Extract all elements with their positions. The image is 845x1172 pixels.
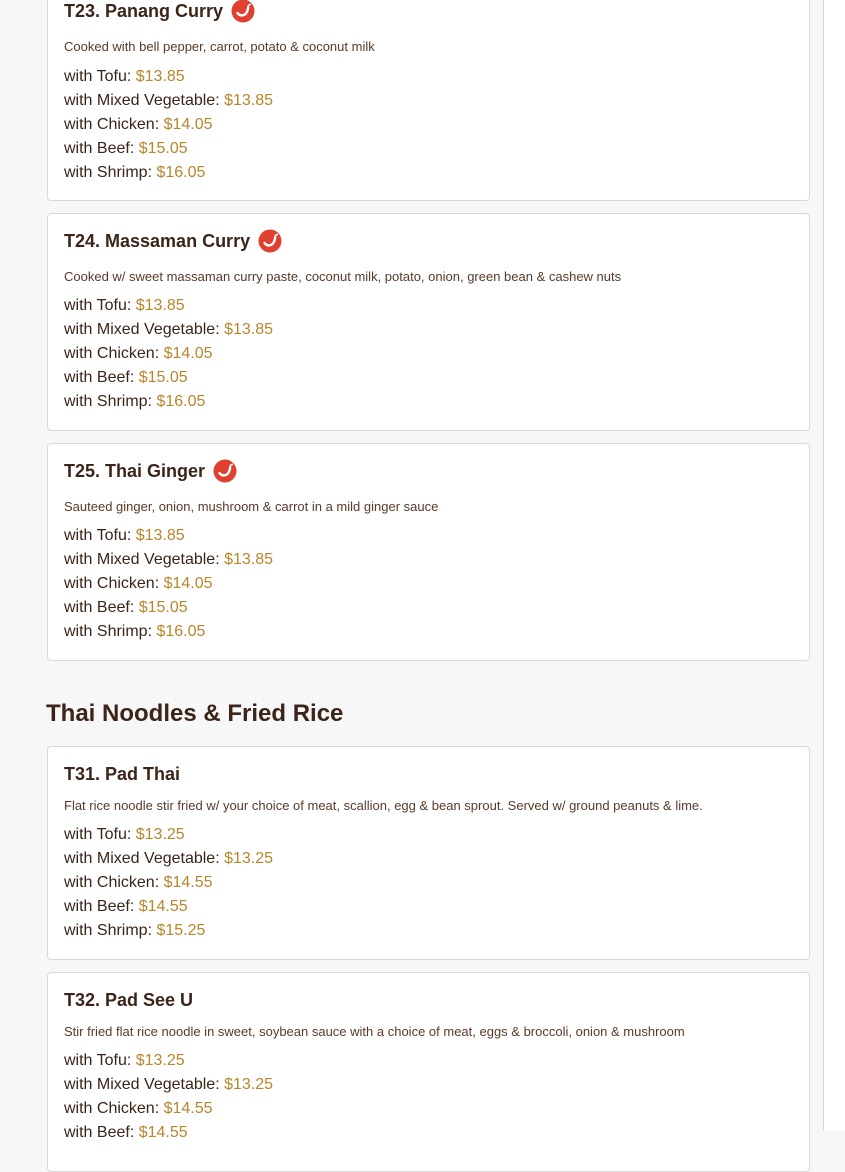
menu-item-card[interactable] (47, 746, 810, 960)
menu-item-title: T32. Pad See U (64, 989, 194, 1010)
price-list (64, 65, 273, 185)
price-option: with Chicken: $14.55 (64, 1100, 213, 1117)
menu-item-title: T23. Panang Curry (64, 0, 255, 23)
spicy-chili-icon (231, 0, 255, 23)
price-option: with Shrimp: $16.05 (64, 393, 206, 410)
menu-item-description: Cooked with bell pepper, carrot, potato & coconut milk (64, 39, 375, 54)
price-option: with Tofu: $13.85 (64, 68, 185, 85)
price-option: with Mixed Vegetable: $13.85 (64, 551, 274, 568)
price-option: with Tofu: $13.25 (64, 1052, 185, 1069)
price-option: with Beef: $15.05 (64, 599, 188, 616)
section-heading: Thai Noodles & Fried Rice (46, 700, 344, 727)
price-option: with Shrimp: $16.05 (64, 164, 206, 181)
price-option: with Shrimp: $15.25 (64, 922, 206, 939)
price-option: with Mixed Vegetable: $13.25 (64, 1076, 274, 1093)
price-option: with Chicken: $14.05 (64, 345, 213, 362)
price-option: with Beef: $15.05 (64, 140, 188, 157)
menu-item-description: Stir fried flat rice noodle in sweet, soybean sauce with a choice of meat, eggs & broccoli, onion & mushroom (64, 1024, 685, 1039)
price-option: with Tofu: $13.85 (64, 297, 185, 314)
menu-item-title: T31. Pad Thai (64, 763, 181, 784)
vertical-scrollbar[interactable] (823, 0, 845, 1131)
price-option: with Beef: $14.55 (64, 898, 188, 915)
price-option: with Mixed Vegetable: $13.85 (64, 321, 274, 338)
menu-item-card[interactable] (47, 213, 810, 431)
menu-item-description: Cooked w/ sweet massaman curry paste, coconut milk, potato, onion, green bean & cashew nuts (64, 269, 622, 284)
menu-item-title: T24. Massaman Curry (64, 229, 282, 253)
menu-item-description: Sauteed ginger, onion, mushroom & carrot in a mild ginger sauce (64, 499, 439, 514)
price-option: with Chicken: $14.05 (64, 116, 213, 133)
price-list (64, 823, 273, 943)
menu-item-card[interactable] (47, 0, 810, 201)
price-list (64, 1049, 273, 1145)
price-option: with Mixed Vegetable: $13.85 (64, 92, 274, 109)
menu-item-card[interactable] (47, 443, 810, 661)
spicy-chili-icon (213, 459, 237, 483)
price-option: with Tofu: $13.25 (64, 826, 185, 843)
menu-item-title: T25. Thai Ginger (64, 459, 237, 483)
menu-item-card[interactable] (47, 972, 810, 1172)
price-option: with Beef: $15.05 (64, 369, 188, 386)
price-list (64, 524, 273, 644)
price-option: with Tofu: $13.85 (64, 527, 185, 544)
price-option: with Shrimp: $16.05 (64, 623, 206, 640)
price-option: with Chicken: $14.05 (64, 575, 213, 592)
price-list (64, 294, 273, 414)
price-option: with Beef: $14.55 (64, 1124, 188, 1141)
price-option: with Chicken: $14.55 (64, 874, 213, 891)
spicy-chili-icon (258, 229, 282, 253)
menu-item-description: Flat rice noodle stir fried w/ your choice of meat, scallion, egg & bean sprout. Served w/ ground peanuts & lime. (64, 798, 703, 813)
price-option: with Mixed Vegetable: $13.25 (64, 850, 274, 867)
